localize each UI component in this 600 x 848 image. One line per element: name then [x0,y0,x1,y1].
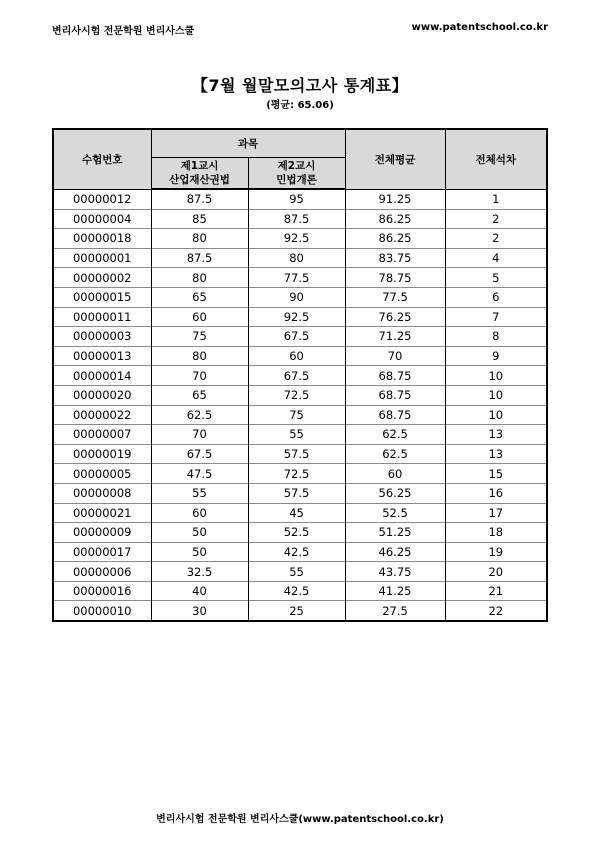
table-header [53,129,547,189]
cell-total-average: 43.75 [345,562,445,582]
cell-total-rank: 10 [445,405,547,425]
cell-exam-number: 00000021 [53,503,151,523]
cell-subject-2-score: 42.5 [248,542,345,562]
cell-subject-1-score: 60 [151,307,248,327]
table-row [53,209,547,229]
cell-subject-2-score: 72.5 [248,464,345,484]
cell-total-rank: 13 [445,444,547,464]
cell-exam-number: 00000022 [53,405,151,425]
cell-subject-2-score: 25 [248,601,345,621]
cell-total-rank: 8 [445,327,547,347]
cell-total-rank: 10 [445,385,547,405]
cell-subject-2-score: 92.5 [248,229,345,249]
cell-total-average: 77.5 [345,287,445,307]
cell-exam-number: 00000013 [53,346,151,366]
cell-exam-number: 00000001 [53,248,151,268]
table-row [53,385,547,405]
cell-total-average: 86.25 [345,229,445,249]
subject-1-period: 제1교시 [180,160,219,172]
cell-exam-number: 00000010 [53,601,151,621]
cell-subject-2-score: 87.5 [248,209,345,229]
cell-total-average: 41.25 [345,581,445,601]
cell-total-average: 52.5 [345,503,445,523]
cell-exam-number: 00000008 [53,483,151,503]
cell-total-rank: 17 [445,503,547,523]
cell-subject-1-score: 47.5 [151,464,248,484]
table-row [53,464,547,484]
cell-exam-number: 00000014 [53,366,151,386]
page-footer: 변리사시험 전문학원 변리사스쿨(www.patentschool.co.kr) [156,814,444,825]
cell-exam-number: 00000005 [53,464,151,484]
table-row [53,523,547,543]
cell-total-average: 62.5 [345,444,445,464]
cell-subject-1-score: 80 [151,229,248,249]
cell-subject-1-score: 30 [151,601,248,621]
cell-total-average: 91.25 [345,189,445,209]
header-total-rank: 전체석차 [445,129,547,189]
cell-total-average: 68.75 [345,405,445,425]
cell-total-rank: 1 [445,189,547,209]
cell-exam-number: 00000003 [53,327,151,347]
table-row [53,189,547,209]
cell-exam-number: 00000002 [53,268,151,288]
table-row [53,601,547,621]
cell-total-average: 56.25 [345,483,445,503]
page-title: 【7월 월말모의고사 통계표】 [191,76,409,95]
cell-subject-1-score: 50 [151,523,248,543]
cell-subject-1-score: 85 [151,209,248,229]
cell-subject-1-score: 60 [151,503,248,523]
cell-total-rank: 5 [445,268,547,288]
cell-total-rank: 2 [445,209,547,229]
cell-exam-number: 00000018 [53,229,151,249]
header-subject-2 [248,158,345,190]
table-row [53,287,547,307]
cell-subject-1-score: 32.5 [151,562,248,582]
cell-total-rank: 22 [445,601,547,621]
table-row [53,268,547,288]
cell-total-rank: 19 [445,542,547,562]
cell-total-rank: 4 [445,248,547,268]
header-academy-name: 변리사시험 전문학원 변리사스쿨 [52,26,195,37]
cell-total-average: 70 [345,346,445,366]
header-exam-number: 수험번호 [53,129,151,189]
cell-total-average: 68.75 [345,385,445,405]
cell-exam-number: 00000011 [53,307,151,327]
table-row [53,405,547,425]
cell-subject-1-score: 67.5 [151,444,248,464]
table-row [53,327,547,347]
cell-subject-2-score: 90 [248,287,345,307]
cell-subject-1-score: 70 [151,425,248,445]
cell-subject-1-score: 87.5 [151,248,248,268]
subject-2-period: 제2교시 [277,160,316,172]
cell-total-average: 76.25 [345,307,445,327]
cell-exam-number: 00000015 [53,287,151,307]
cell-total-rank: 21 [445,581,547,601]
cell-subject-2-score: 55 [248,562,345,582]
cell-subject-2-score: 55 [248,425,345,445]
cell-total-rank: 7 [445,307,547,327]
table-row [53,425,547,445]
cell-total-average: 71.25 [345,327,445,347]
cell-subject-1-score: 87.5 [151,189,248,209]
cell-subject-1-score: 70 [151,366,248,386]
cell-subject-1-score: 65 [151,385,248,405]
cell-subject-1-score: 50 [151,542,248,562]
cell-subject-2-score: 60 [248,346,345,366]
subject-1-name: 산업재산권법 [169,174,230,186]
cell-total-rank: 13 [445,425,547,445]
cell-total-rank: 20 [445,562,547,582]
cell-subject-2-score: 77.5 [248,268,345,288]
cell-total-average: 27.5 [345,601,445,621]
table-row [53,503,547,523]
cell-total-rank: 9 [445,346,547,366]
cell-subject-2-score: 75 [248,405,345,425]
cell-subject-2-score: 95 [248,189,345,209]
score-statistics-table [52,128,548,622]
cell-subject-2-score: 57.5 [248,483,345,503]
cell-total-average: 78.75 [345,268,445,288]
table-row [53,483,547,503]
cell-subject-2-score: 72.5 [248,385,345,405]
table-row [53,346,547,366]
cell-total-rank: 10 [445,366,547,386]
header-total-average: 전체평균 [345,129,445,189]
cell-total-average: 86.25 [345,209,445,229]
cell-total-rank: 16 [445,483,547,503]
cell-subject-2-score: 67.5 [248,366,345,386]
cell-subject-1-score: 75 [151,327,248,347]
cell-exam-number: 00000006 [53,562,151,582]
cell-total-average: 46.25 [345,542,445,562]
cell-total-average: 68.75 [345,366,445,386]
cell-total-average: 51.25 [345,523,445,543]
cell-subject-1-score: 40 [151,581,248,601]
cell-subject-2-score: 80 [248,248,345,268]
header-website: www.patentschool.co.kr [411,22,548,33]
table-row [53,229,547,249]
cell-subject-1-score: 80 [151,268,248,288]
cell-total-average: 60 [345,464,445,484]
cell-subject-1-score: 55 [151,483,248,503]
cell-subject-2-score: 52.5 [248,523,345,543]
cell-total-rank: 6 [445,287,547,307]
cell-subject-2-score: 45 [248,503,345,523]
cell-subject-1-score: 65 [151,287,248,307]
table-row [53,542,547,562]
table-row [53,248,547,268]
cell-subject-1-score: 62.5 [151,405,248,425]
subject-2-name: 민법개론 [276,174,317,186]
cell-exam-number: 00000012 [53,189,151,209]
cell-exam-number: 00000017 [53,542,151,562]
cell-subject-2-score: 92.5 [248,307,345,327]
table-row [53,444,547,464]
table-row [53,307,547,327]
table-row [53,562,547,582]
cell-exam-number: 00000019 [53,444,151,464]
table-body [53,189,547,621]
cell-total-rank: 18 [445,523,547,543]
cell-total-rank: 15 [445,464,547,484]
header-subject-1 [151,158,248,190]
table-row [53,581,547,601]
average-subtitle: (평균: 65.06) [266,100,334,111]
cell-total-rank: 2 [445,229,547,249]
cell-exam-number: 00000004 [53,209,151,229]
cell-subject-2-score: 67.5 [248,327,345,347]
cell-exam-number: 00000020 [53,385,151,405]
cell-subject-2-score: 57.5 [248,444,345,464]
cell-exam-number: 00000016 [53,581,151,601]
header-subjects: 과목 [151,129,345,158]
cell-total-average: 83.75 [345,248,445,268]
table-row [53,366,547,386]
cell-subject-1-score: 80 [151,346,248,366]
cell-exam-number: 00000007 [53,425,151,445]
cell-exam-number: 00000009 [53,523,151,543]
cell-total-average: 62.5 [345,425,445,445]
cell-subject-2-score: 42.5 [248,581,345,601]
